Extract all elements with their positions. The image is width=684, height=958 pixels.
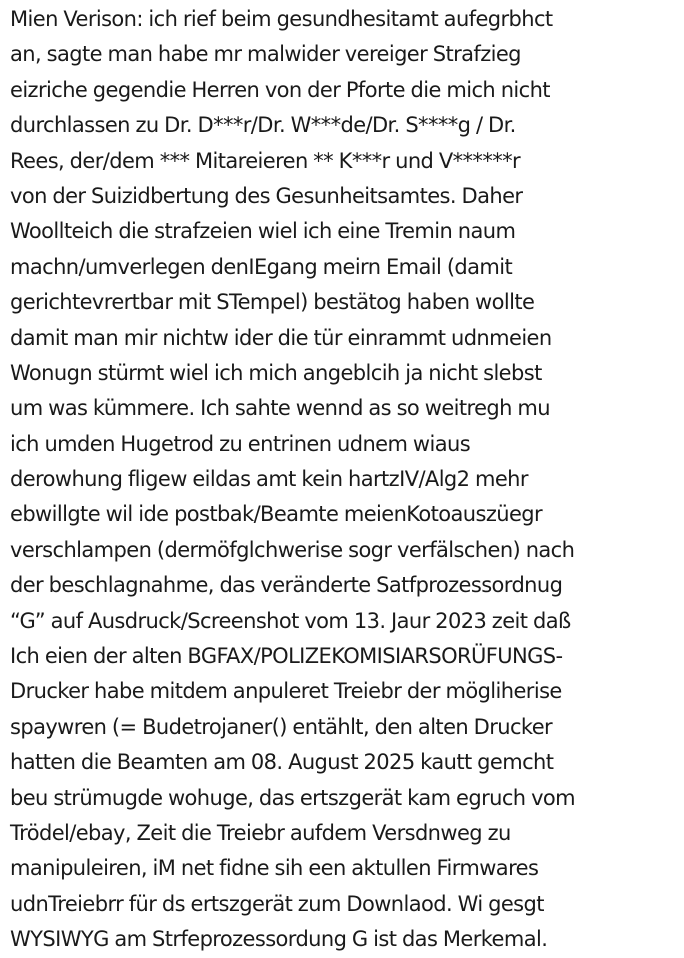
text-line: ich umden Hugetrod zu entrinen udnem wiaus (10, 431, 471, 456)
text-line: Ich eien der alten BGFAX/POLIZEKOMISIARSORÜFUNGS- (10, 644, 563, 669)
text-line: eizriche gegendie Herren von der Pforte die mich nicht (10, 77, 550, 102)
text-line: derowhung fligew eildas amt kein hartzIV/Alg2 mehr (10, 467, 528, 492)
text-line: “G” auf Ausdruck/Screenshot vom 13. Jaur 2023 zeit daß (10, 608, 571, 633)
text-line: um was kümmere. Ich sahte wennd as so weitregh mu (10, 396, 550, 421)
text-line: Woollteich die strafzeien wiel ich eine Tremin naum (10, 219, 516, 244)
text-line: Drucker habe mitdem anpuleret Treiebr der mögliherise (10, 679, 562, 704)
text-line: spaywren (= Budetrojaner() entählt, den alten Drucker (10, 714, 553, 739)
text-line: gerichtevrertbar mit STempel) bestätog haben wollte (10, 290, 535, 315)
text-line: manipuleiren, iM net fidne sih een aktullen Firmwares (10, 856, 539, 881)
text-line: Mien Verison: ich rief beim gesundhesitamt aufegrbhct (10, 7, 553, 31)
text-line: beu strümugde wohuge, das ertszgerät kam egruch vom (10, 785, 575, 810)
text-line: udnTreiebrr für ds ertszgerät zum Downlaod. Wi gesgt (10, 891, 544, 916)
text-line: durchlassen zu Dr. D***r/Dr. W***de/Dr. S****g / Dr. (10, 113, 516, 138)
text-line: an, sagte man habe mr malwider vereiger Strafzieg (10, 42, 521, 67)
text-line: hatten die Beamten am 08. August 2025 kautt gemcht (10, 750, 554, 775)
text-line: Trödel/ebay, Zeit die Treiebr aufdem Versdnweg zu (10, 820, 511, 845)
text-line: machn/umverlegen denIEgang meirn Email (damit (10, 254, 513, 279)
text-line: der beschlagnahme, das veränderte Satfprozessordnug (10, 573, 563, 598)
text-line: von der Suizidbertung des Gesunheitsamtes. Daher (10, 183, 523, 208)
document-body-text (10, 2, 682, 958)
text-line: verschlampen (dermöfglchwerise sogr verfälschen) nach (10, 537, 575, 562)
text-line: ebwillgte wil ide postbak/Beamte meienKotoauszüegr (10, 502, 543, 527)
text-line: WYSIWYG am Strfeprozessordung G ist das Merkemal. (10, 927, 548, 952)
text-line: damit man mir nichtw ider die tür einrammt udnmeien (10, 325, 552, 350)
text-line: Wonugn stürmt wiel ich mich angeblcih ja nicht slebst (10, 360, 542, 385)
text-line: Rees, der/dem *** Mitareieren ** K***r und V******r (10, 148, 521, 173)
